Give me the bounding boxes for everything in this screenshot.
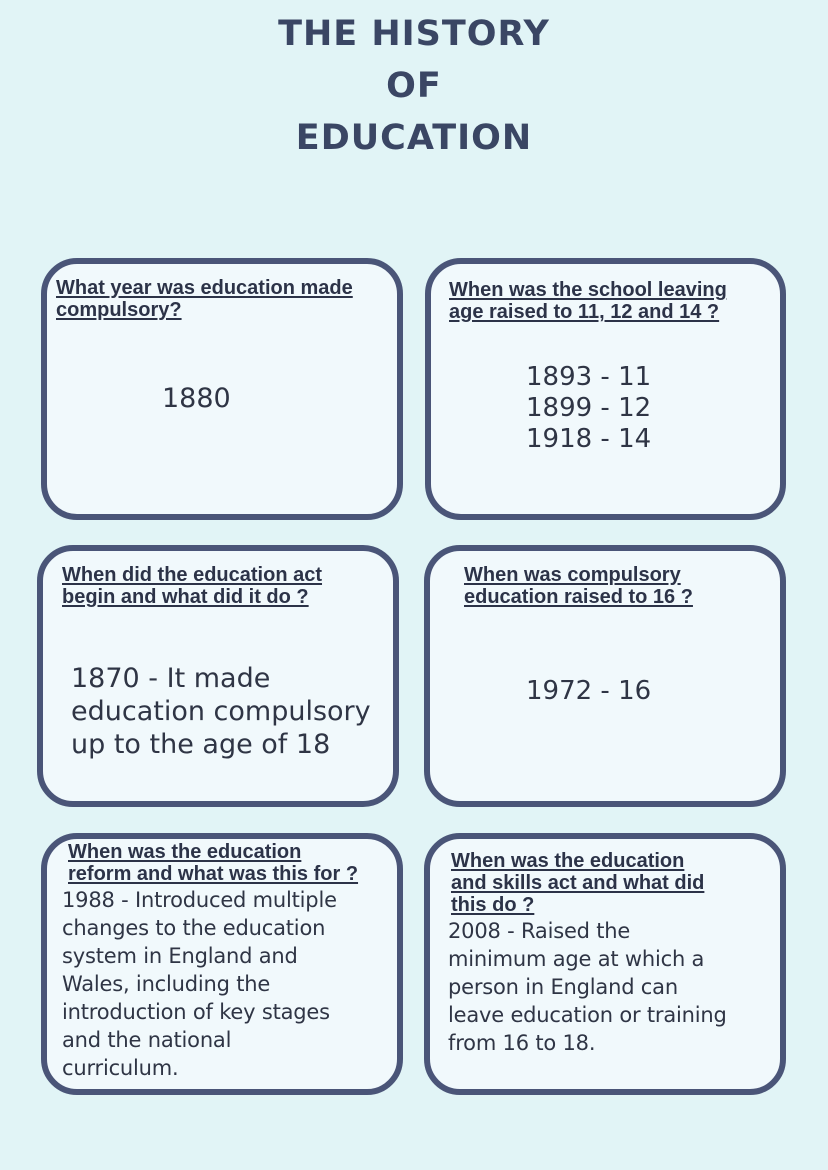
title-line-1: THE HISTORY — [278, 14, 550, 54]
title-line-2: OF — [386, 66, 442, 106]
card-4-question: When was compulsory education raised to 16 ? — [464, 564, 693, 608]
card-6-question: When was the education and skills act and what did this do ? — [451, 850, 705, 916]
card-5-question: When was the education reform and what was this for ? — [68, 841, 359, 885]
card-2-question: When was the school leaving age raised to 11, 12 and 14 ? — [449, 279, 727, 323]
card-1-question: What year was education made compulsory? — [56, 277, 353, 321]
page-title — [0, 8, 828, 164]
card-3-answer: 1870 - It made education compulsory up to the age of 18 — [71, 663, 371, 760]
card-2-answer: 1893 - 11 1899 - 12 1918 - 14 — [526, 362, 652, 454]
card-1-answer: 1880 — [162, 383, 231, 414]
card-5-answer: 1988 - Introduced multiple changes to the education system in England and Wales, including the introduction of key stages and the national curriculum. — [62, 888, 337, 1080]
card-6-answer: 2008 - Raised the minimum age at which a person in England can leave education or training from 16 to 18. — [448, 919, 727, 1055]
card-4-answer: 1972 - 16 — [526, 676, 652, 706]
card-3-question: When did the education act begin and what did it do ? — [62, 564, 323, 608]
title-line-3: EDUCATION — [295, 118, 533, 158]
